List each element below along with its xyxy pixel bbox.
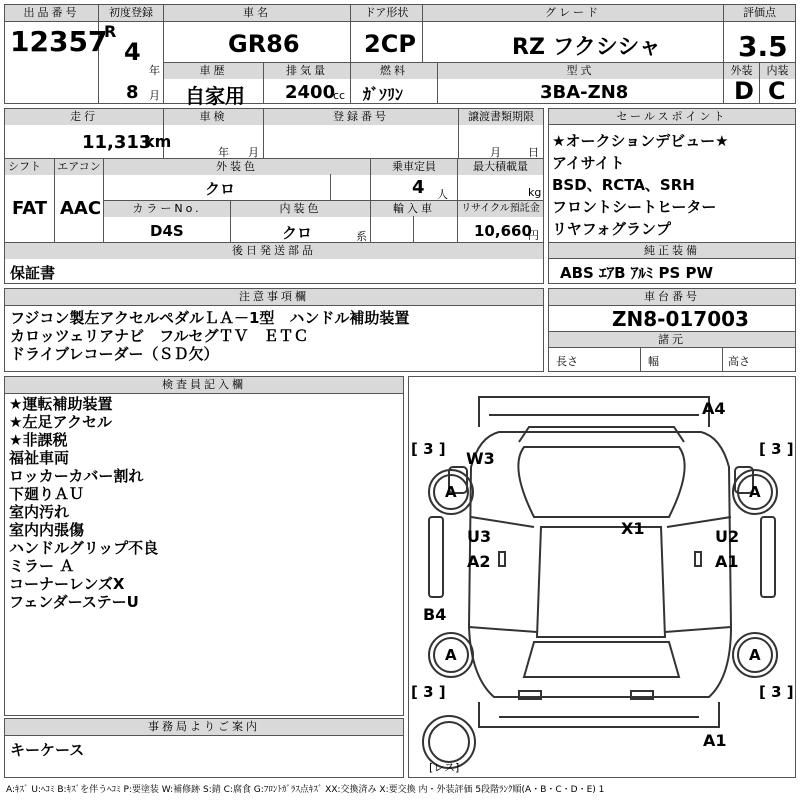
header-fuel: 燃料 [351, 63, 437, 79]
header-aircon: エアコン [55, 159, 103, 175]
genuine-equipment: ABS ｴｱB ｱﾙﾐ PS PW [560, 264, 714, 282]
sales-point: BSD、RCTA、SRH [552, 176, 695, 194]
header-notes: 注意事項欄 [5, 289, 543, 305]
fuel: ｶﾞｿﾘﾝ [363, 85, 404, 104]
grade: RZ フクシシャ [512, 35, 661, 60]
header-recycle: リサイクル預託金 [458, 201, 543, 217]
reg-year-unit: 年 [149, 64, 160, 77]
inspector-note: 下廻りＡＵ [9, 485, 85, 503]
int-color: クロ [282, 224, 313, 242]
inspection-month: 月 [248, 146, 259, 159]
lot-number: 12357 [10, 25, 108, 58]
header-office: 事務局よりご案内 [5, 719, 403, 735]
car-diagram [409, 377, 795, 777]
header-specs: 諸元 [549, 332, 795, 348]
header-max-load: 最大積載量 [458, 159, 543, 175]
header-exterior: 外装 [724, 63, 759, 79]
transfer-day: 日 [528, 146, 539, 159]
capacity-unit: 人 [437, 188, 448, 201]
reg-year: 4 [124, 38, 141, 66]
aircon: AAC [60, 198, 102, 219]
notes-list [10, 309, 409, 363]
note-line: フジコン製左アクセルペダルＬＡ－1型 ハンドル補助装置 [10, 309, 410, 327]
displacement: 2400 [285, 82, 336, 103]
header-sales-point: セールスポイント [549, 109, 795, 125]
int-color-suffix: 系 [356, 230, 367, 243]
model-code: 3BA-ZN8 [540, 82, 629, 103]
damage-mark-b4: B4 [423, 605, 447, 624]
color-no: D4S [150, 222, 184, 240]
header-grade: グレード [423, 5, 723, 21]
shift: FAT [12, 198, 48, 219]
inspector-note: ★左足アクセル [9, 413, 112, 431]
header-later-parts: 後日発送部品 [5, 243, 543, 259]
mileage: 11,313 [82, 132, 152, 153]
tire-rr-mark: A [749, 646, 761, 664]
inspector-note: フェンダーステーU [9, 593, 139, 611]
inspector-note: ミラー Ａ [9, 557, 75, 575]
capacity: 4 [412, 177, 425, 198]
sales-point: リヤフォグランプ [552, 220, 671, 238]
era: R [104, 22, 117, 41]
score: 3.5 [738, 30, 788, 63]
load-unit: kg [528, 186, 542, 199]
header-genuine: 純正装備 [549, 243, 795, 259]
header-registration: 登録番号 [264, 109, 458, 125]
note-line: ドライブレコーダー（ＳＤ欠） [10, 345, 219, 363]
reg-month: 8 [126, 82, 139, 103]
header-shift: シフト [5, 159, 54, 175]
tire-depth-fl: [ 3 ] [411, 440, 446, 458]
sales-point: フロントシートヒーター [552, 198, 717, 216]
legend: A:ｷｽﾞ U:ﾍｺﾐ B:ｷｽﾞを伴うﾍｺﾐ P:要塗装 W:補修跡 S:錆 C:腐食 G:ﾌﾛﾝﾄｶﾞﾗｽ点ｷｽﾞ XX:交換済み X:要交換 内・外装評価 5段階ﾗﾝｸ順(A・B・C・D・E) 1 [6, 785, 605, 795]
office-notes: キーケース [10, 741, 85, 759]
spec-width: 幅 [648, 355, 659, 368]
tire-fl-mark: A [445, 483, 457, 501]
header-car-name: 車名 [164, 5, 350, 21]
spec-length: 長さ [556, 355, 578, 368]
damage-mark-u2: U2 [715, 527, 740, 546]
tire-depth-fr: [ 3 ] [759, 440, 794, 458]
sales-point: ★オークションデビュー★ [552, 132, 729, 150]
inspection-year: 年 [218, 146, 229, 159]
chassis-number: ZN8-017003 [612, 307, 749, 331]
damage-mark-a4: A4 [702, 399, 726, 418]
sales-point: アイサイト [552, 154, 625, 172]
header-mileage: 走行 [5, 109, 163, 125]
header-history: 車歴 [164, 63, 263, 79]
header-model-code: 型式 [438, 63, 723, 79]
mileage-unit: km [144, 132, 172, 151]
inspector-note: 室内汚れ [9, 503, 70, 521]
recycle-fee: 10,660 [474, 222, 532, 240]
damage-mark-x1: X1 [621, 519, 645, 538]
header-interior: 内装 [760, 63, 795, 79]
ext-color: クロ [205, 180, 236, 198]
inspector-notes [9, 395, 158, 611]
door-type: 2CP [364, 30, 416, 58]
tire-fr-mark: A [749, 483, 761, 501]
header-ext-color: 外装色 [104, 159, 370, 175]
inspector-note: 福祉車両 [9, 449, 70, 467]
displacement-unit: cc [333, 89, 346, 102]
header-inspector: 検査員記入欄 [5, 377, 403, 393]
recycle-unit: 円 [528, 229, 539, 242]
inspector-note: コーナーレンズX [9, 575, 125, 593]
note-line: カロッツェリアナビ フルセグＴＶ ＥＴＣ [10, 327, 309, 345]
header-inspection: 車検 [164, 109, 263, 125]
header-chassis: 車台番号 [549, 289, 795, 305]
inspector-note: ★非課税 [9, 431, 68, 449]
car-diagram-panel [408, 376, 796, 778]
reg-month-unit: 月 [149, 89, 160, 102]
header-int-color: 内装色 [231, 201, 370, 217]
damage-mark-a1-side: A1 [715, 552, 739, 571]
header-door: ドア形状 [351, 5, 422, 21]
damage-mark-w3: W3 [466, 449, 495, 468]
header-first-reg: 初度登録 [99, 5, 163, 21]
later-parts: 保証書 [10, 264, 56, 282]
tire-rl-mark: A [445, 646, 457, 664]
tire-depth-rl: [ 3 ] [411, 683, 446, 701]
inspector-note: ロッカーカバー割れ [9, 467, 144, 485]
damage-mark-a2: A2 [467, 552, 491, 571]
spare-tire-label: [レス] [429, 761, 460, 774]
sales-points [552, 130, 729, 240]
history: 自家用 [185, 84, 245, 108]
damage-mark-u3: U3 [467, 527, 492, 546]
header-score: 評価点 [724, 5, 795, 21]
transfer-month: 月 [490, 146, 501, 159]
inspector-note: ハンドルグリップ不良 [9, 539, 159, 557]
header-capacity: 乗車定員 [371, 159, 457, 175]
header-transfer: 譲渡書類期限 [459, 109, 543, 125]
header-color-no: カラーNo. [104, 201, 230, 217]
exterior-grade: D [734, 77, 754, 105]
car-name: GR86 [228, 30, 300, 58]
tire-depth-rr: [ 3 ] [759, 683, 794, 701]
inspector-note: ★運転補助装置 [9, 395, 113, 413]
header-import: 輸入車 [371, 201, 457, 217]
spec-height: 高さ [728, 355, 750, 368]
interior-grade: C [768, 77, 786, 105]
header-displacement: 排気量 [264, 63, 350, 79]
inspector-note: 室内内張傷 [9, 521, 85, 539]
header-lot-no: 出品番号 [5, 5, 98, 21]
damage-mark-a1-rear: A1 [703, 731, 727, 750]
